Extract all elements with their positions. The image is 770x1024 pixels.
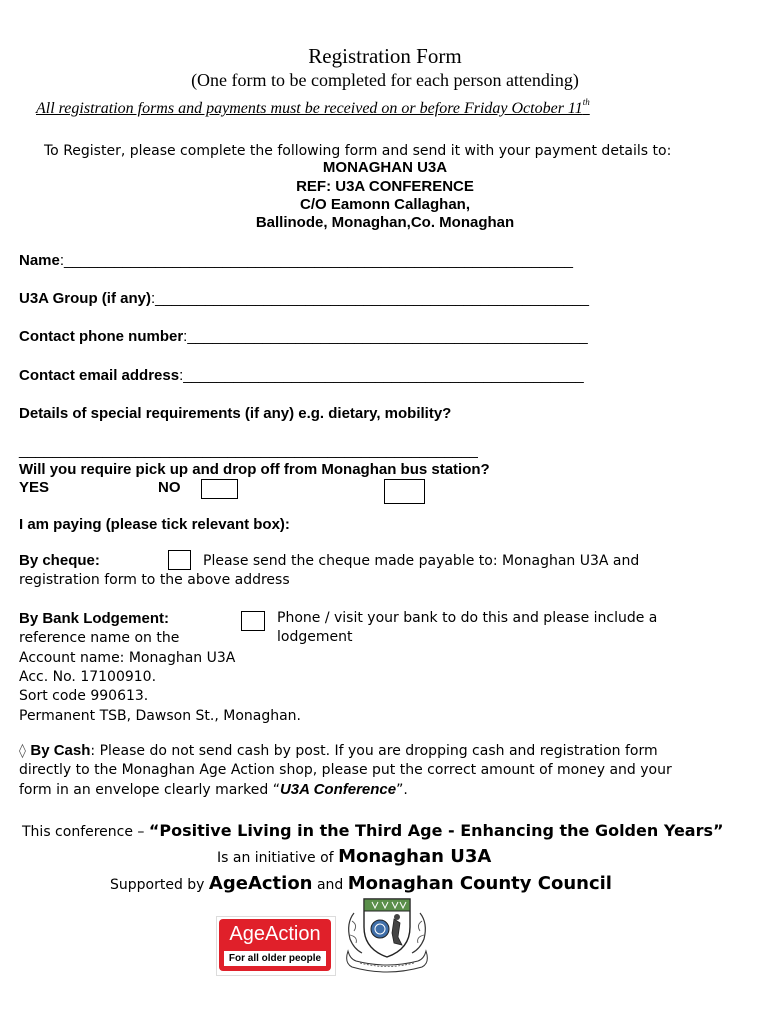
pickup-no-label: NO [158,479,181,496]
cash-paragraph-line-3: form in an envelope clearly marked “U3A Conference”. [19,781,408,798]
paying-heading: I am paying (please tick relevant box): [19,516,290,533]
ageaction-logo [216,916,336,976]
diamond-bullet-icon: ◊ [19,743,26,759]
cheque-instruction-2: registration form to the above address [19,572,290,588]
pickup-no-checkbox[interactable] [384,479,425,504]
bank-instruction-2: lodgement [277,629,353,645]
address-line-4: Ballinode, Monaghan,Co. Monaghan [255,214,515,231]
pickup-question: Will you require pick up and drop off from Monaghan bus station? [19,461,490,478]
bank-account-number: Acc. No. 17100910. [19,669,157,685]
bank-address: Permanent TSB, Dawson St., Monaghan. [19,708,302,724]
bank-account-name: Account name: Monaghan U3A [19,650,236,666]
contact-email-field[interactable]: Contact email address:________________________________________________ [19,367,584,384]
ageaction-logo-name: AgeAction [229,923,321,945]
special-requirements-label: Details of special requirements (if any) e.g. dietary, mobility? [19,405,452,422]
monaghan-county-crest-icon [342,893,432,977]
bank-lodgement-checkbox[interactable] [241,611,265,631]
bank-detail-line: reference name on the [19,630,180,646]
address-line-3: C/O Eamonn Callaghan, [299,196,471,213]
form-subtitle: (One form to be completed for each person attending) [191,70,579,90]
cash-paragraph-line-2: directly to the Monaghan Age Action shop, please put the correct amount of money and your [19,762,672,778]
special-requirements-line[interactable]: _______________________________________________________ [19,442,478,459]
cheque-instruction-1: Please send the cheque made payable to: Monaghan U3A and [203,553,640,569]
bank-instruction-1: Phone / visit your bank to do this and please include a [277,610,658,626]
address-line-1: MONAGHAN U3A [322,159,448,176]
bank-sort-code: Sort code 990613. [19,688,149,704]
supported-by-line: Supported by AgeAction and Monaghan County Council [110,873,612,894]
initiative-line: Is an initiative of Monaghan U3A [217,846,492,867]
form-title: Registration Form [308,44,462,68]
pickup-yes-checkbox[interactable] [201,479,238,499]
cheque-label: By cheque: [19,552,100,569]
conference-line: This conference – “Positive Living in the Third Age - Enhancing the Golden Years” [22,821,724,840]
cash-paragraph-line-1: ◊ By Cash: Please do not send cash by post. If you are dropping cash and registration form [19,742,658,759]
name-field[interactable]: Name:_____________________________________________________________ [19,252,573,269]
address-line-2: REF: U3A CONFERENCE [296,178,474,195]
deadline-notice: All registration forms and payments must be received on or before Friday October 11th [36,97,590,117]
bank-lodgement-label: By Bank Lodgement: [19,610,170,627]
u3a-group-field[interactable]: U3A Group (if any):____________________________________________________ [19,290,589,307]
intro-text: To Register, please complete the following form and send it with your payment details to: [44,143,672,159]
ageaction-logo-tagline: For all older people [224,951,326,966]
contact-phone-field[interactable]: Contact phone number:________________________________________________ [19,328,588,345]
cheque-checkbox[interactable] [168,550,191,570]
pickup-yes-label: YES [19,479,50,496]
